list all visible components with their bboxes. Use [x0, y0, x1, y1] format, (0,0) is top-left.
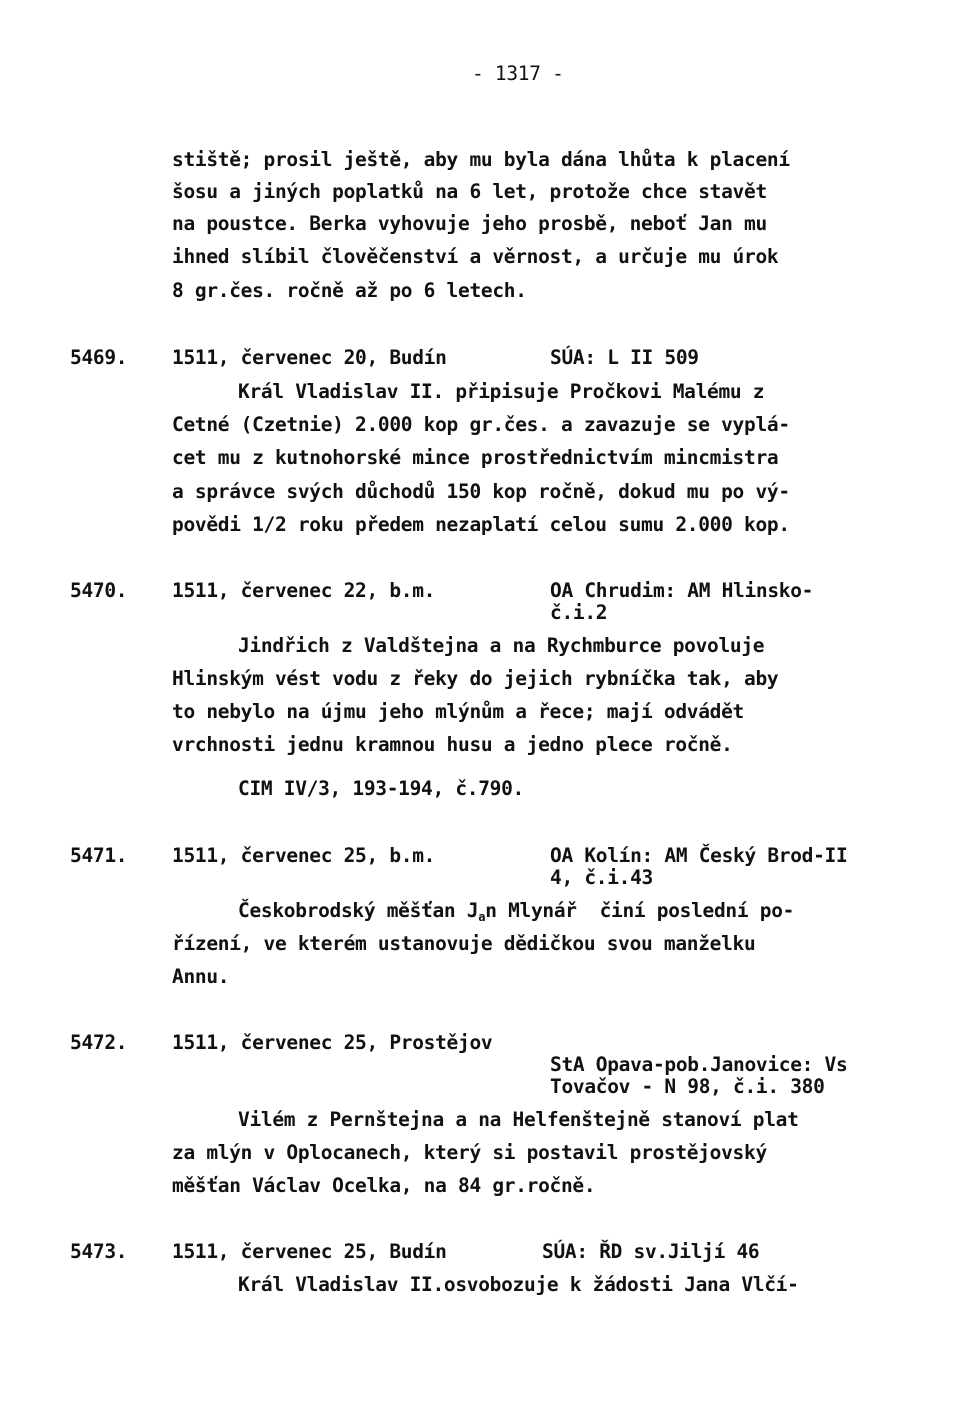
- continuation-line: ihned slíbil člověčenství a věrnost, a určuje mu úrok: [172, 245, 779, 268]
- continuation-line: 8 gr.čes. ročně až po 6 letech.: [172, 279, 527, 302]
- entry-text-line: cet mu z kutnohorské mince prostřednictvím mincmistra: [172, 446, 779, 469]
- entry-source: StA Opava-pob.Janovice: Vs: [550, 1053, 848, 1076]
- entry-text-line: Jindřich z Valdštejna a na Rychmburce povoluje: [238, 634, 765, 657]
- entry-text-line: to nebylo na újmu jeho mlýnům a řece; mají odvádět: [172, 700, 745, 723]
- entry-text-line: a správce svých důchodů 150 kop ročně, dokud mu po vý-: [172, 480, 790, 503]
- entry-number: 5469.: [70, 346, 128, 369]
- entry-text-subscript: a: [478, 910, 486, 924]
- entry-date-place: 1511, červenec 25, Prostějov: [172, 1031, 493, 1054]
- entry-text-line: za mlýn v Oplocanech, který si postavil prostějovský: [172, 1141, 767, 1164]
- entry-text-line: vrchnosti jednu kramnou husu a jedno plece ročně.: [172, 733, 733, 756]
- entry-source: Tovačov - N 98, č.i. 380: [550, 1075, 825, 1098]
- entry-text-line: měšťan Václav Ocelka, na 84 gr.ročně.: [172, 1174, 596, 1197]
- page-number: - 1317 -: [472, 62, 564, 85]
- entry-text-line: Cetné (Czetnie) 2.000 kop gr.čes. a zavazuje se vyplá-: [172, 413, 790, 436]
- entry-source: 4, č.i.43: [550, 866, 653, 889]
- entry-note: CIM IV/3, 193-194, č.790.: [238, 777, 525, 800]
- entry-text-line: Vilém z Pernštejna a na Helfenštejně stanoví plat: [238, 1108, 799, 1131]
- entry-text-part: n Mlynář činí poslední po-: [485, 899, 795, 922]
- entry-source: č.i.2: [550, 601, 608, 624]
- entry-number: 5470.: [70, 579, 128, 602]
- entry-text-line: Král Vladislav II.osvobozuje k žádosti Jana Vlčí-: [238, 1273, 799, 1296]
- entry-text-line: [238, 899, 794, 929]
- entry-source: OA Chrudim: AM Hlinsko-: [550, 579, 814, 602]
- entry-text-part: Českobrodský měšťan J: [238, 899, 479, 922]
- continuation-line: šosu a jiných poplatků na 6 let, protože chce stavět: [172, 180, 767, 203]
- continuation-line: stiště; prosil ještě, aby mu byla dána lhůta k placení: [172, 148, 790, 171]
- entry-text-line: Hlinským vést vodu z řeky do jejich rybníčka tak, aby: [172, 667, 779, 690]
- entry-number: 5472.: [70, 1031, 128, 1054]
- entry-source: OA Kolín: AM Český Brod-II: [550, 844, 848, 867]
- continuation-line: na poustce. Berka vyhovuje jeho prosbě, neboť Jan mu: [172, 212, 767, 235]
- entry-date-place: 1511, červenec 25, b.m.: [172, 844, 436, 867]
- entry-number: 5471.: [70, 844, 128, 867]
- entry-text-line: Annu.: [172, 965, 230, 988]
- entry-text-line: řízení, ve kterém ustanovuje dědičkou svou manželku: [172, 932, 756, 955]
- entry-date-place: 1511, červenec 20, Budín: [172, 346, 447, 369]
- entry-date-place: 1511, červenec 25, Budín: [172, 1240, 447, 1263]
- entry-date-place: 1511, červenec 22, b.m.: [172, 579, 436, 602]
- entry-source: SÚA: ŘD sv.Jiljí 46: [542, 1240, 760, 1263]
- entry-text-line: Král Vladislav II. připisuje Pročkovi Malému z: [238, 380, 765, 403]
- entry-text-line: povědi 1/2 roku předem nezaplatí celou sumu 2.000 kop.: [172, 513, 790, 536]
- entry-number: 5473.: [70, 1240, 128, 1263]
- entry-source: SÚA: L II 509: [550, 346, 699, 369]
